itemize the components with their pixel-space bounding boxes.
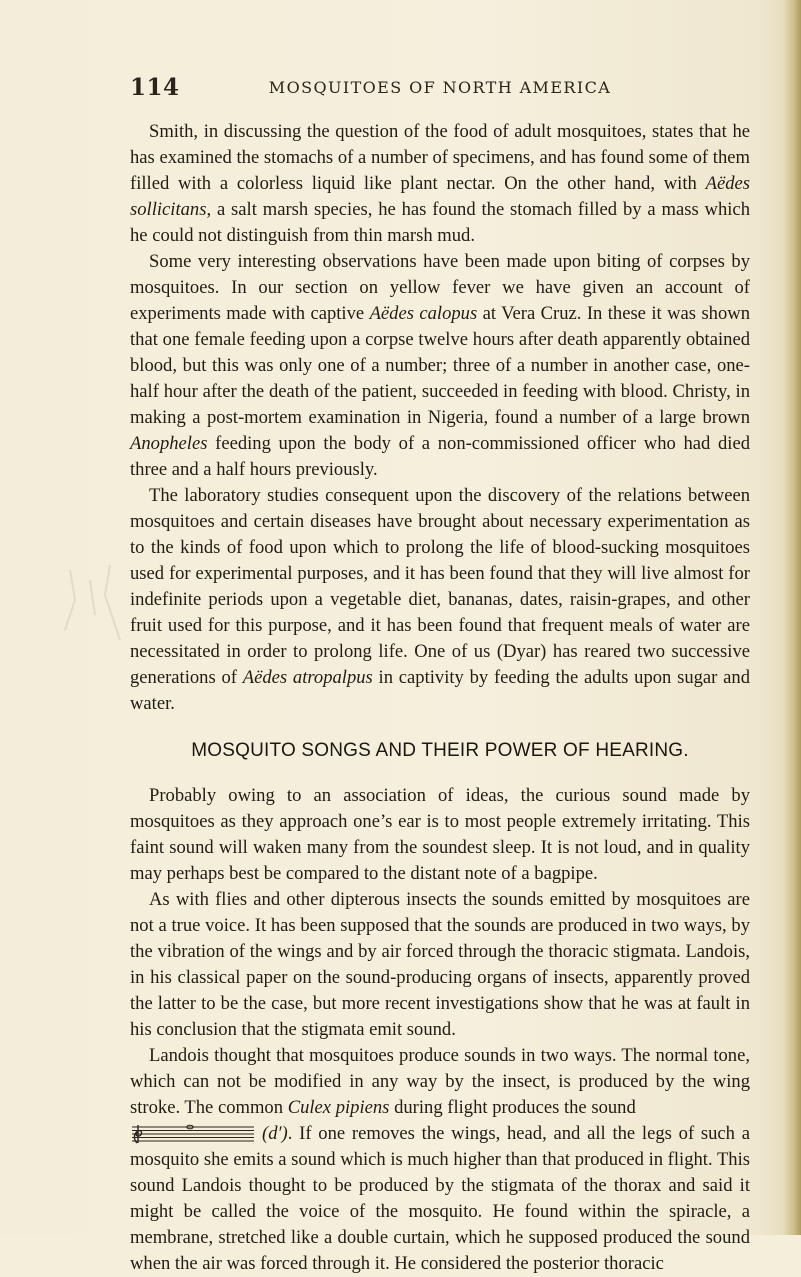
species-name: Aëdes sollicitans [130, 173, 750, 220]
text-run: during flight produces the sound [389, 1097, 636, 1118]
paragraph-p5 [130, 887, 750, 1043]
text-run: Some very interesting observations have been made upon biting of corpses by mosquitoes. In our section on yellow fever we have given an account of experiments made with captive [130, 251, 750, 324]
body-text [130, 119, 750, 1277]
text-run: in captivity by feeding the adults upon sugar and water. [130, 667, 750, 714]
text-run: The laboratory studies consequent upon the discovery of the relations between mosquitoes and certain diseases have brought about necessary experimentation as to the kinds of food upon which to prolong the life of blood-sucking mosquitoes used for experimental purposes, and it has been found that they will live almost for indefinite periods upon a vegetable diet, bananas, dates, raisin-grapes, and other fruit used for this purpose, and it has been found that frequent meals of water are necessitated in order to prolong life. One of us (Dyar) has reared two successive generations of [130, 485, 750, 688]
musical-staff-icon [130, 1125, 256, 1143]
paragraph-p3 [130, 483, 750, 717]
species-name: Aëdes calopus [369, 303, 478, 324]
text-run: Smith, in discussing the question of the food of adult mosquitoes, states that he has examined the stomachs of a number of specimens, and has found some of them filled with a colorless liquid like plant nectar. On the other hand, with [130, 121, 750, 194]
paragraph-p4 [130, 783, 750, 887]
paragraphs-after-heading [130, 783, 750, 1121]
text-run: Landois thought that mosquitoes produce sounds in two ways. The normal tone, which can not be modified in any way by the insect, is produced by the wing stroke. The common [130, 1045, 750, 1118]
text-run: feeding upon the body of a non-commissioned officer who had died three and a half hours previously. [130, 433, 750, 480]
section-heading: MOSQUITO SONGS AND THEIR POWER OF HEARING. [191, 740, 689, 761]
paragraph-p6 [130, 1043, 750, 1121]
species-name: Anopheles [130, 433, 208, 454]
species-name: Aëdes atropalpus [242, 667, 373, 688]
running-head [130, 74, 750, 104]
text-run: As with flies and other dipterous insects the sounds emitted by mosquitoes are not a true voice. It has been supposed that the sounds are produced in two ways, by the vibration of the wings and by air forced through the thoracic stigmata. Landois, in his classical paper on the sound-producing organs of insects, apparently proved the latter to be the case, but more recent investigations show that he was at fault in his conclusion that the stigmata emit sound. [130, 889, 750, 1040]
text-run: at Vera Cruz. In these it was shown that one female feeding upon a corpse twelve hours after death apparently obtained blood, but this was only one of a number; three of a number in another case, one-half hour after the death of the patient, succeeded in feeding with blood. Christy, in making a post-mortem examination in Nigeria, found a number of a large brown [130, 303, 750, 428]
species-name: Culex pipiens [287, 1097, 390, 1118]
paragraph-p2 [130, 249, 750, 483]
text-run: , a salt marsh species, he has found the stomach filled by a mass which he could not distinguish from thin marsh mud. [130, 199, 750, 246]
page-edge-shadow [783, 0, 801, 1235]
note-label: (d′) [262, 1123, 288, 1144]
staff-paragraph [130, 1121, 750, 1277]
page-number: 114 [130, 74, 180, 101]
paragraph-p1 [130, 119, 750, 249]
text-run: Probably owing to an association of ideas, the curious sound made by mosquitoes as they approach one’s ear is to most people extremely irritating. This faint sound will waken many from the soundest sleep. It is not loud, and in quality may perhaps best be compared to the distant note of a bagpipe. [130, 785, 750, 884]
running-title: MOSQUITOES OF NORTH AMERICA [268, 78, 612, 97]
bleed-through-mark [50, 560, 140, 650]
paragraphs-before-heading [130, 119, 750, 717]
staff-paragraph-text: . If one removes the wings, head, and all the legs of such a mosquito she emits a sound which is much higher than that produced in flight. This sound Landois thought to be produced by the stigmata of the thorax and said it might be called the voice of the mosquito. He found within the spiracle, a membrane, stretched like a double curtain, which he supposed produced the sound when the air was forced through it. He considered the posterior thoracic [130, 1123, 750, 1274]
